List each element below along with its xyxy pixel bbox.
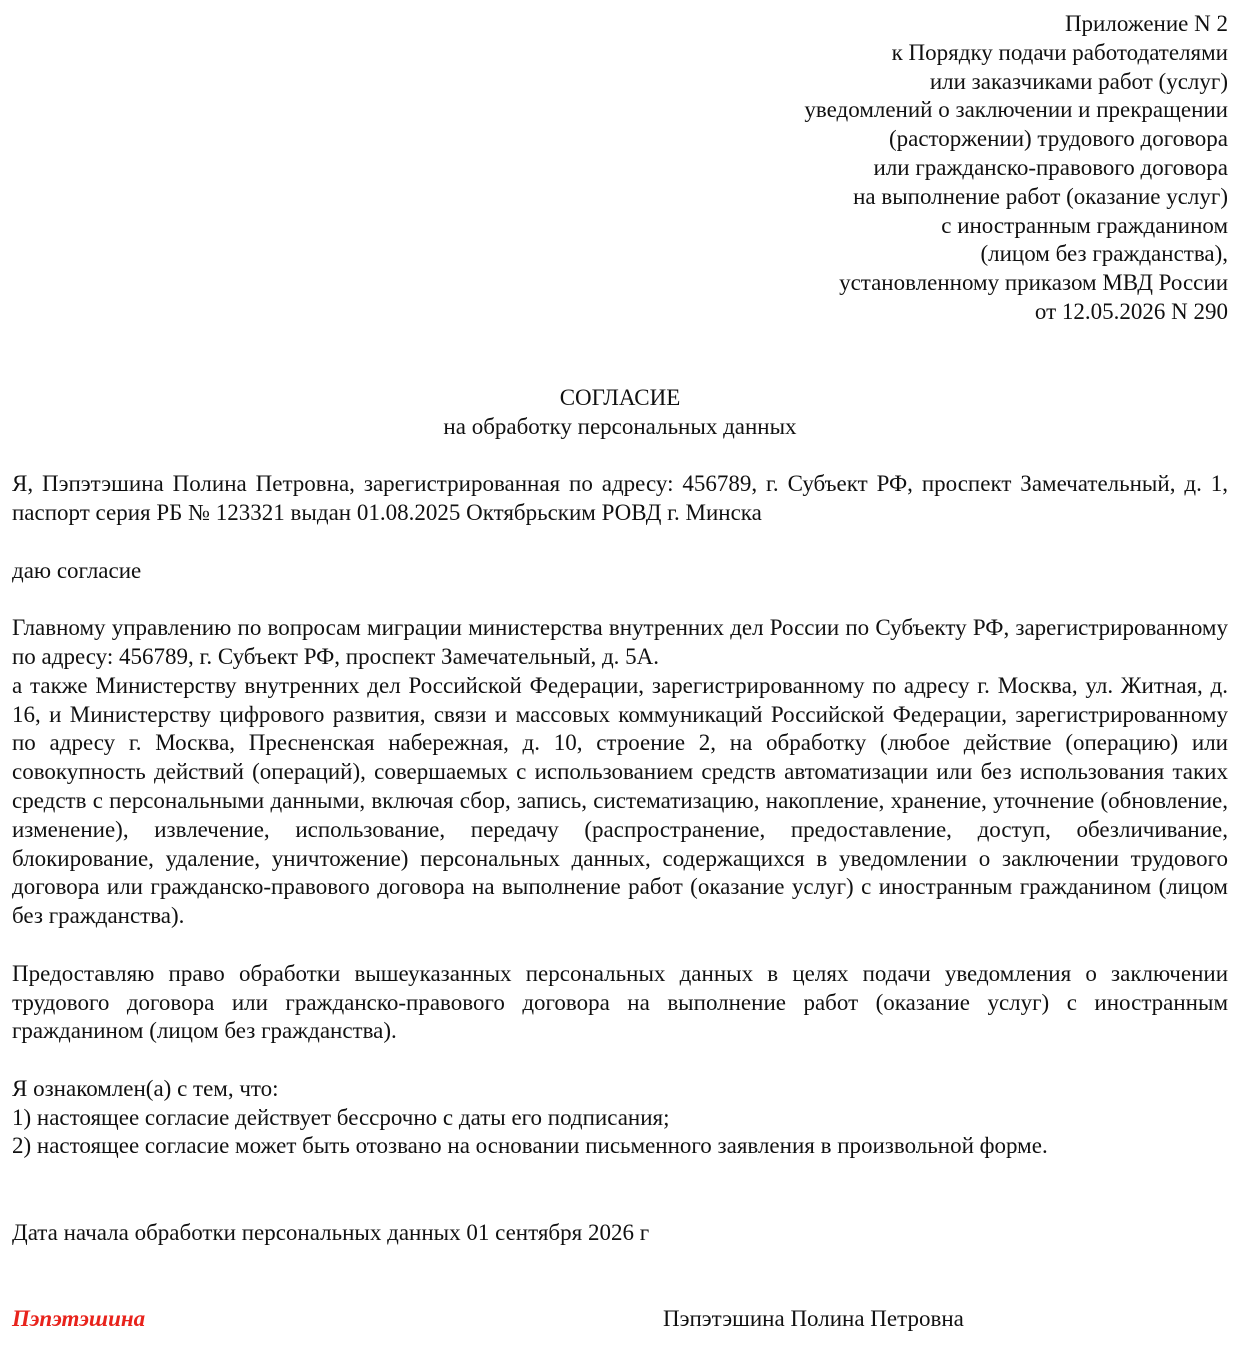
signature-row [12,1305,1228,1335]
acknowledged-intro: Я ознакомлен(а) с тем, что: [12,1075,279,1101]
document-title [12,384,1228,442]
appendix-line: установленному приказом МВД России [839,270,1228,296]
recipient-paragraph-2: а также Министерству внутренних дел Российской Федерации, зарегистрированному по адресу г. Москва, ул. Житная, д. 16, и Министерству цифрового развития, связи и массовых коммуникаций Российской Федерации, зарегистрированному по адресу г. Москва, Пресненская набережная, д. 10, строение 2, на обработку (любое действие (операцию) или совокупность действий (операций), совершаемых с использованием средств автоматизации или без использования таких средств с персональными данными, включая сбор, запись, систематизацию, накопление, хранение, уточнение (обновление, изменение), извлечение, использование, передачу (распространение, предоставление, доступ, обезличивание, блокирование, удаление, уничтожение) персональных данных, содержащихся в уведомлении о заключении трудового договора или гражданско-правового договора на выполнение работ (оказание услуг) с иностранным гражданином (лицом без гражданства). [12,672,1228,929]
appendix-line: с иностранным гражданином [941,212,1228,238]
declarant-paragraph: Я, Пэпэтэшина Полина Петровна, зарегистрированная по адресу: 456789, г. Субъект РФ, проспект Замечательный, д. 1, паспорт серия РБ № 123321 выдан 01.08.2025 Октябрьским РОВД г. Минска [12,471,1228,525]
appendix-line: (лицом без гражданства), [980,241,1228,267]
appendix-line: к Порядку подачи работодателями [891,39,1228,65]
appendix-line: уведомлений о заключении и прекращении [804,97,1228,123]
recipient-paragraph-1: Главному управлению по вопросам миграции министерства внутренних дел России по Субъекту РФ, зарегистрированному по адресу: 456789, г. Субъект РФ, проспект Замечательный, д. 5А. [12,615,1228,669]
appendix-line: от 12.05.2026 N 290 [1034,298,1228,324]
appendix-line: или заказчиками работ (услуг) [929,68,1228,94]
consent-phrase: даю согласие [12,557,142,583]
appendix-header [12,10,1228,327]
appendix-line: или гражданско-правового договора [873,154,1228,180]
title-heading: СОГЛАСИЕ [559,384,681,410]
signatory-name: Пэпэтэшина Полина Петровна [663,1305,964,1331]
title-subheading: на обработку персональных данных [443,413,797,439]
start-date-line: Дата начала обработки персональных данных 01 сентября 2026 г [12,1219,650,1245]
appendix-line: на выполнение работ (оказание услуг) [853,183,1228,209]
appendix-line: (расторжении) трудового договора [888,126,1228,152]
appendix-line: Приложение N 2 [1064,11,1228,36]
document-page [12,10,1228,1335]
acknowledged-item: 1) настоящее согласие действует бессрочно с даты его подписания; [12,1104,670,1130]
handwritten-signature: Пэпэтэшина [12,1305,146,1331]
acknowledged-item: 2) настоящее согласие может быть отозвано на основании письменного заявления в произвольной форме. [12,1133,1048,1159]
purpose-paragraph: Предоставляю право обработки вышеуказанных персональных данных в целях подачи уведомления о заключении трудового договора или гражданско-правового договора на выполнение работ (оказание услуг) с иностранным гражданином (лицом без гражданства). [12,960,1228,1044]
